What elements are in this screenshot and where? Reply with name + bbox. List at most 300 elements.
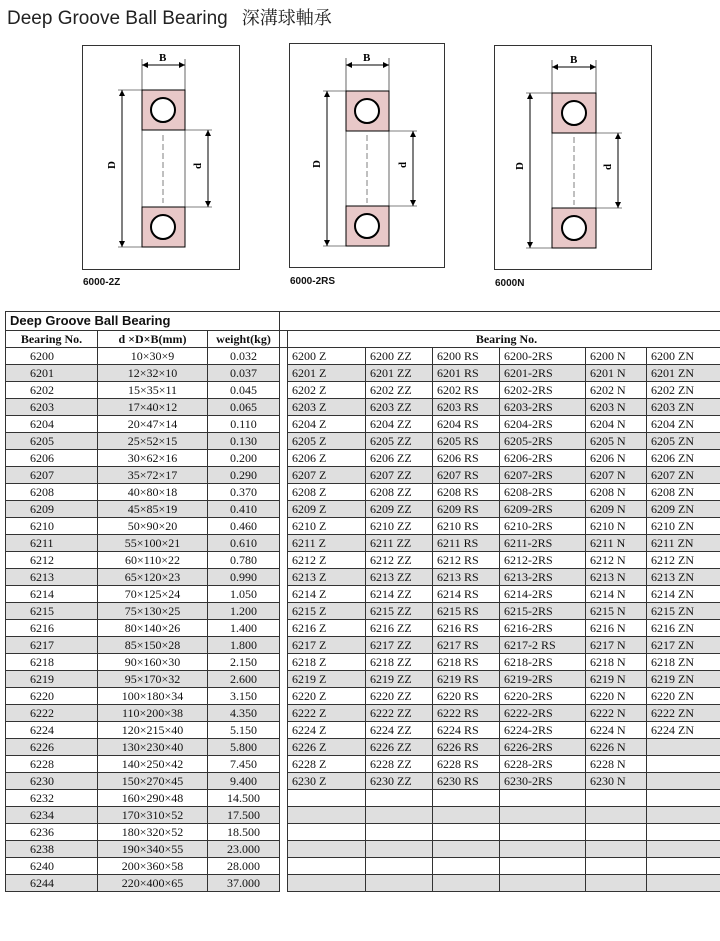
variant-cell (433, 790, 500, 807)
dimension-cell: 17×40×12 (98, 399, 208, 416)
table-title: Deep Groove Ball Bearing (6, 312, 280, 331)
variant-cell: 6220 ZN (647, 688, 720, 705)
variant-cell: 6220 Z (288, 688, 366, 705)
variant-cell: 6212-2RS (500, 552, 586, 569)
variant-cell (366, 858, 433, 875)
table-row (6, 399, 720, 416)
variant-cell: 6203 ZN (647, 399, 720, 416)
dimension-cell: 95×170×32 (98, 671, 208, 688)
weight-cell: 0.290 (208, 467, 280, 484)
variant-cell: 6211 ZZ (366, 535, 433, 552)
dimension-cell: 30×62×16 (98, 450, 208, 467)
variant-cell (500, 858, 586, 875)
variant-cell (647, 773, 720, 790)
label-D: D (106, 161, 118, 169)
variant-cell: 6218 ZN (647, 654, 720, 671)
variant-cell: 6230-2RS (500, 773, 586, 790)
dimension-cell: 35×72×17 (98, 467, 208, 484)
label-b: B (363, 52, 371, 64)
column-separator (280, 348, 288, 365)
column-separator (280, 467, 288, 484)
bearing-no-cell: 6212 (6, 552, 98, 569)
weight-cell: 18.500 (208, 824, 280, 841)
dimension-cell: 200×360×58 (98, 858, 208, 875)
variant-cell: 6212 RS (433, 552, 500, 569)
variant-cell: 6219 ZZ (366, 671, 433, 688)
variant-cell: 6213 ZN (647, 569, 720, 586)
weight-cell: 0.370 (208, 484, 280, 501)
variant-cell: 6206 ZZ (366, 450, 433, 467)
variant-cell: 6200 RS (433, 348, 500, 365)
variant-cell: 6211 ZN (647, 535, 720, 552)
dimension-cell: 150×270×45 (98, 773, 208, 790)
variant-cell: 6214 ZZ (366, 586, 433, 603)
diagram-caption: 6000-2RS (290, 276, 336, 287)
variant-cell: 6216 N (586, 620, 647, 637)
weight-cell: 0.045 (208, 382, 280, 399)
column-separator (280, 654, 288, 671)
variant-cell: 6213 RS (433, 569, 500, 586)
variant-cell (288, 858, 366, 875)
variant-cell: 6202 RS (433, 382, 500, 399)
dimension-cell: 45×85×19 (98, 501, 208, 518)
variant-cell: 6218 Z (288, 654, 366, 671)
dimension-cell: 70×125×24 (98, 586, 208, 603)
variant-cell: 6216 Z (288, 620, 366, 637)
dimension-cell: 110×200×38 (98, 705, 208, 722)
variant-cell: 6201 N (586, 365, 647, 382)
variant-cell: 6207 ZN (647, 467, 720, 484)
variant-cell: 6210 Z (288, 518, 366, 535)
dimension-cell: 140×250×42 (98, 756, 208, 773)
dimension-cell: 80×140×26 (98, 620, 208, 637)
dimension-cell: 170×310×52 (98, 807, 208, 824)
weight-cell: 4.350 (208, 705, 280, 722)
bearing-no-cell: 6213 (6, 569, 98, 586)
bearing-no-cell: 6236 (6, 824, 98, 841)
variant-cell: 6206 Z (288, 450, 366, 467)
table-row (6, 501, 720, 518)
column-separator (280, 739, 288, 756)
variant-cell: 6202 N (586, 382, 647, 399)
table-row (6, 416, 720, 433)
column-separator (280, 705, 288, 722)
variant-cell: 6214 ZN (647, 586, 720, 603)
variant-cell: 6214-2RS (500, 586, 586, 603)
table-row (6, 671, 720, 688)
variant-cell (586, 875, 647, 892)
variant-cell: 6203 Z (288, 399, 366, 416)
column-separator (280, 501, 288, 518)
variant-cell: 6210 ZZ (366, 518, 433, 535)
variant-cell: 6206 N (586, 450, 647, 467)
table-row (6, 620, 720, 637)
table-row (6, 365, 720, 382)
table-row (6, 518, 720, 535)
variant-cell: 6222-2RS (500, 705, 586, 722)
variant-cell: 6204 RS (433, 416, 500, 433)
variant-cell: 6207 RS (433, 467, 500, 484)
table-row (6, 722, 720, 739)
weight-cell: 0.032 (208, 348, 280, 365)
variant-cell: 6216-2RS (500, 620, 586, 637)
bearing-no-cell: 6211 (6, 535, 98, 552)
weight-cell: 1.400 (208, 620, 280, 637)
bearing-no-cell: 6201 (6, 365, 98, 382)
column-separator (280, 365, 288, 382)
variant-cell: 6211 RS (433, 535, 500, 552)
weight-cell: 2.150 (208, 654, 280, 671)
variant-cell (433, 858, 500, 875)
dimension-cell: 190×340×55 (98, 841, 208, 858)
column-separator (280, 841, 288, 858)
variant-cell: 6200 Z (288, 348, 366, 365)
variant-cell: 6222 Z (288, 705, 366, 722)
variant-cell: 6210 N (586, 518, 647, 535)
variant-cell: 6207 N (586, 467, 647, 484)
variant-cell: 6217-2 RS (500, 637, 586, 654)
dimension-cell: 100×180×34 (98, 688, 208, 705)
variant-cell: 6212 ZN (647, 552, 720, 569)
variant-cell: 6228-2RS (500, 756, 586, 773)
bearing-no-cell: 6210 (6, 518, 98, 535)
variant-cell: 6218 N (586, 654, 647, 671)
weight-cell: 0.460 (208, 518, 280, 535)
variant-cell (647, 807, 720, 824)
weight-cell: 0.610 (208, 535, 280, 552)
variant-cell: 6218 ZZ (366, 654, 433, 671)
variant-cell: 6218 RS (433, 654, 500, 671)
column-separator (280, 773, 288, 790)
variant-cell: 6203 ZZ (366, 399, 433, 416)
variant-cell: 6201 ZZ (366, 365, 433, 382)
bearing-no-cell: 6228 (6, 756, 98, 773)
variant-cell: 6203-2RS (500, 399, 586, 416)
variant-cell: 6210 ZN (647, 518, 720, 535)
variant-cell: 6203 N (586, 399, 647, 416)
variant-cell: 6214 N (586, 586, 647, 603)
variant-cell: 6200 ZN (647, 348, 720, 365)
variant-cell: 6219 ZN (647, 671, 720, 688)
table-title-spacer (280, 312, 720, 331)
variant-cell: 6202-2RS (500, 382, 586, 399)
dimension-cell: 75×130×25 (98, 603, 208, 620)
dimension-cell: 60×110×22 (98, 552, 208, 569)
bearing-no-cell: 6222 (6, 705, 98, 722)
variant-cell: 6205 ZZ (366, 433, 433, 450)
page-title-cn: 深溝球軸承 (241, 8, 332, 28)
dimension-cell: 15×35×11 (98, 382, 208, 399)
variant-cell (433, 875, 500, 892)
variant-cell (586, 824, 647, 841)
bearing-no-cell: 6234 (6, 807, 98, 824)
variant-cell: 6200-2RS (500, 348, 586, 365)
table-row (6, 807, 720, 824)
variant-cell: 6200 ZZ (366, 348, 433, 365)
variant-cell (366, 824, 433, 841)
column-separator (280, 790, 288, 807)
table-row (6, 586, 720, 603)
column-separator (280, 331, 288, 348)
variant-cell (366, 807, 433, 824)
variant-cell: 6205-2RS (500, 433, 586, 450)
column-separator (280, 858, 288, 875)
bearing-no-cell: 6232 (6, 790, 98, 807)
variant-cell: 6219 Z (288, 671, 366, 688)
weight-cell: 5.150 (208, 722, 280, 739)
bearing-no-cell: 6204 (6, 416, 98, 433)
variant-cell (500, 790, 586, 807)
bearing-no-cell: 6244 (6, 875, 98, 892)
variant-cell: 6216 RS (433, 620, 500, 637)
variant-cell: 6219 N (586, 671, 647, 688)
bearing-no-cell: 6203 (6, 399, 98, 416)
variant-cell: 6211 N (586, 535, 647, 552)
variant-cell: 6211-2RS (500, 535, 586, 552)
column-separator (280, 586, 288, 603)
variant-cell (500, 824, 586, 841)
variant-cell (433, 841, 500, 858)
column-separator (280, 824, 288, 841)
bearing-no-cell: 6202 (6, 382, 98, 399)
header-weight: weight(kg) (208, 331, 280, 348)
variant-cell: 6216 ZN (647, 620, 720, 637)
variant-cell: 6219-2RS (500, 671, 586, 688)
variant-cell: 6224 N (586, 722, 647, 739)
weight-cell: 28.000 (208, 858, 280, 875)
table-row (6, 790, 720, 807)
variant-cell: 6207 ZZ (366, 467, 433, 484)
weight-cell: 0.780 (208, 552, 280, 569)
weight-cell: 17.500 (208, 807, 280, 824)
variant-cell: 6206 RS (433, 450, 500, 467)
variant-cell: 6204 Z (288, 416, 366, 433)
variant-cell: 6202 ZZ (366, 382, 433, 399)
bearing-no-cell: 6207 (6, 467, 98, 484)
header-bearing-no: Bearing No. (6, 331, 98, 348)
column-separator (280, 518, 288, 535)
variant-cell: 6206-2RS (500, 450, 586, 467)
variant-cell (433, 807, 500, 824)
variant-cell: 6217 ZZ (366, 637, 433, 654)
dimension-cell: 120×215×40 (98, 722, 208, 739)
diagram-caption: 6000N (495, 278, 525, 289)
bearing-no-cell: 6226 (6, 739, 98, 756)
variant-cell: 6215 Z (288, 603, 366, 620)
variant-cell (647, 739, 720, 756)
variant-cell: 6209 RS (433, 501, 500, 518)
variant-cell: 6228 ZZ (366, 756, 433, 773)
variant-cell: 6205 N (586, 433, 647, 450)
variant-cell: 6205 RS (433, 433, 500, 450)
variant-cell: 6230 N (586, 773, 647, 790)
variant-cell: 6214 RS (433, 586, 500, 603)
variant-cell: 6228 Z (288, 756, 366, 773)
variant-cell (647, 858, 720, 875)
table-row (6, 569, 720, 586)
variant-cell: 6202 Z (288, 382, 366, 399)
variant-cell: 6228 N (586, 756, 647, 773)
variant-cell: 6226 Z (288, 739, 366, 756)
variant-cell: 6230 RS (433, 773, 500, 790)
weight-cell: 0.065 (208, 399, 280, 416)
variant-cell: 6214 Z (288, 586, 366, 603)
table-row (6, 467, 720, 484)
table-row (6, 756, 720, 773)
dimension-cell: 20×47×14 (98, 416, 208, 433)
variant-cell: 6217 Z (288, 637, 366, 654)
table-row (6, 875, 720, 892)
variant-cell: 6219 RS (433, 671, 500, 688)
variant-cell: 6200 N (586, 348, 647, 365)
column-separator (280, 382, 288, 399)
weight-cell: 0.200 (208, 450, 280, 467)
variant-cell (500, 841, 586, 858)
variant-cell: 6215-2RS (500, 603, 586, 620)
bearing-diagram-2rs (289, 43, 445, 268)
weight-cell: 1.050 (208, 586, 280, 603)
column-separator (280, 535, 288, 552)
table-row (6, 484, 720, 501)
weight-cell: 2.600 (208, 671, 280, 688)
column-separator (280, 603, 288, 620)
variant-cell: 6220 RS (433, 688, 500, 705)
dimension-cell: 55×100×21 (98, 535, 208, 552)
variant-cell: 6218-2RS (500, 654, 586, 671)
variant-cell: 6206 ZN (647, 450, 720, 467)
variant-cell: 6224-2RS (500, 722, 586, 739)
dimension-cell: 25×52×15 (98, 433, 208, 450)
table-row (6, 552, 720, 569)
column-separator (280, 484, 288, 501)
header-bearing-variants: Bearing No. (288, 331, 720, 348)
variant-cell: 6210-2RS (500, 518, 586, 535)
label-D: D (311, 160, 323, 168)
variant-cell: 6212 N (586, 552, 647, 569)
page-title (7, 4, 332, 30)
variant-cell: 6222 ZN (647, 705, 720, 722)
variant-cell: 6226 ZZ (366, 739, 433, 756)
variant-cell: 6203 RS (433, 399, 500, 416)
bearing-no-cell: 6238 (6, 841, 98, 858)
variant-cell: 6226 N (586, 739, 647, 756)
variant-cell: 6215 ZZ (366, 603, 433, 620)
variant-cell (366, 790, 433, 807)
weight-cell: 0.130 (208, 433, 280, 450)
bearing-no-cell: 6214 (6, 586, 98, 603)
variant-cell: 6201 RS (433, 365, 500, 382)
variant-cell: 6207 Z (288, 467, 366, 484)
dimension-cell: 90×160×30 (98, 654, 208, 671)
variant-cell: 6209 Z (288, 501, 366, 518)
variant-cell: 6204 N (586, 416, 647, 433)
weight-cell: 0.110 (208, 416, 280, 433)
bearing-no-cell: 6218 (6, 654, 98, 671)
weight-cell: 9.400 (208, 773, 280, 790)
variant-cell: 6230 ZZ (366, 773, 433, 790)
table-row (6, 535, 720, 552)
column-separator (280, 756, 288, 773)
variant-cell: 6201 Z (288, 365, 366, 382)
table-row (6, 824, 720, 841)
weight-cell: 7.450 (208, 756, 280, 773)
variant-cell: 6215 RS (433, 603, 500, 620)
variant-cell: 6220-2RS (500, 688, 586, 705)
variant-cell: 6217 RS (433, 637, 500, 654)
variant-cell: 6217 N (586, 637, 647, 654)
bearing-no-cell: 6215 (6, 603, 98, 620)
variant-cell: 6212 ZZ (366, 552, 433, 569)
variant-cell (500, 875, 586, 892)
column-separator (280, 807, 288, 824)
variant-cell (500, 807, 586, 824)
weight-cell: 0.037 (208, 365, 280, 382)
variant-cell: 6208-2RS (500, 484, 586, 501)
table-row (6, 348, 720, 365)
bearing-no-cell: 6240 (6, 858, 98, 875)
bearing-no-cell: 6200 (6, 348, 98, 365)
weight-cell: 14.500 (208, 790, 280, 807)
column-separator (280, 569, 288, 586)
label-D: D (514, 162, 526, 170)
column-separator (280, 399, 288, 416)
bearing-no-cell: 6217 (6, 637, 98, 654)
variant-cell: 6222 ZZ (366, 705, 433, 722)
variant-cell: 6209 ZN (647, 501, 720, 518)
table-row (6, 688, 720, 705)
variant-cell: 6222 RS (433, 705, 500, 722)
variant-cell (647, 841, 720, 858)
column-separator (280, 450, 288, 467)
variant-cell (586, 807, 647, 824)
variant-cell: 6230 Z (288, 773, 366, 790)
variant-cell: 6213 ZZ (366, 569, 433, 586)
table-row (6, 603, 720, 620)
variant-cell: 6204 ZZ (366, 416, 433, 433)
variant-cell: 6210 RS (433, 518, 500, 535)
variant-cell (288, 875, 366, 892)
column-separator (280, 620, 288, 637)
header-dimensions: d ×D×B(mm) (98, 331, 208, 348)
variant-cell: 6201 ZN (647, 365, 720, 382)
table-row (6, 450, 720, 467)
column-separator (280, 688, 288, 705)
dimension-cell: 50×90×20 (98, 518, 208, 535)
dimension-cell: 220×400×65 (98, 875, 208, 892)
table-row (6, 841, 720, 858)
column-separator (280, 637, 288, 654)
variant-cell: 6226-2RS (500, 739, 586, 756)
bearing-no-cell: 6219 (6, 671, 98, 688)
variant-cell: 6212 Z (288, 552, 366, 569)
bearing-diagram-n (494, 45, 652, 270)
variant-cell: 6213-2RS (500, 569, 586, 586)
variant-cell: 6209 ZZ (366, 501, 433, 518)
variant-cell: 6208 RS (433, 484, 500, 501)
variant-cell: 6208 Z (288, 484, 366, 501)
weight-cell: 23.000 (208, 841, 280, 858)
table-row (6, 637, 720, 654)
variant-cell (586, 858, 647, 875)
variant-cell: 6222 N (586, 705, 647, 722)
dimension-cell: 160×290×48 (98, 790, 208, 807)
variant-cell (647, 790, 720, 807)
variant-cell (366, 875, 433, 892)
variant-cell (433, 824, 500, 841)
column-separator (280, 433, 288, 450)
weight-cell: 1.800 (208, 637, 280, 654)
variant-cell (288, 807, 366, 824)
